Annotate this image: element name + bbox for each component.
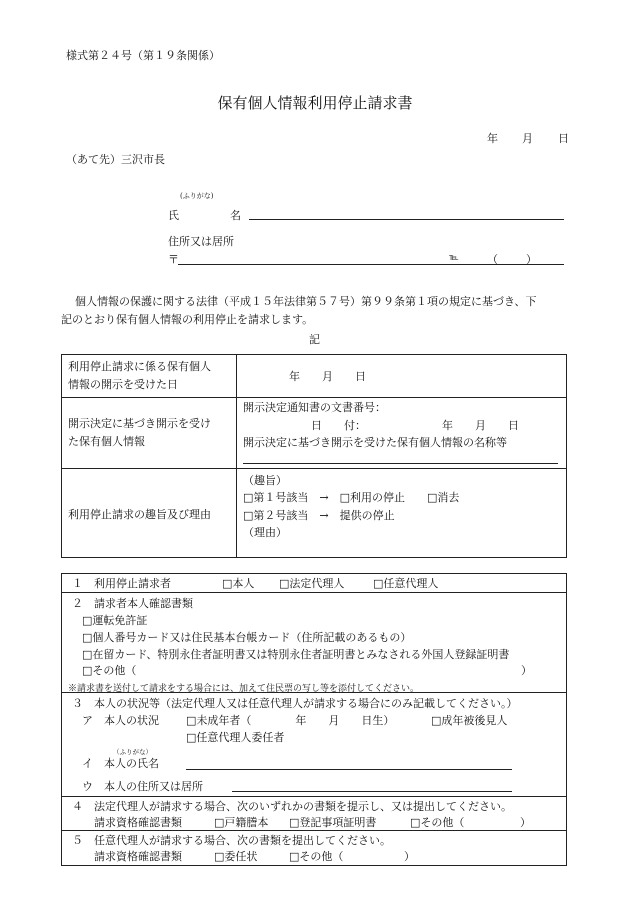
postal-mark: 〒 (168, 253, 179, 266)
s2-note: ※請求書を送付して請求をする場合には、加えて住民票の写し等を添付してください。 (68, 684, 420, 694)
s5-opt-other[interactable]: □その他（ (289, 850, 344, 863)
s4-docs-label: 請求資格確認書類 (94, 816, 182, 829)
s1-label: １ 利用停止請求者 (72, 577, 171, 590)
s5-opt-power-of-attorney[interactable]: □委任状 (214, 850, 258, 863)
s2-title: ２ 請求者本人確認書類 (72, 597, 193, 610)
s2-item-other-close: ） (521, 664, 532, 677)
body-text-2: 記のとおり保有個人情報の利用停止を請求します。 (61, 313, 314, 326)
s1-opt-legal[interactable]: □法定代理人 (279, 577, 345, 590)
s2-item-residence[interactable]: □在留カード、特別永住者証明書又は特別永住者証明書とみなされる外国人登録証明書 (82, 648, 510, 661)
s4-opt-registry[interactable]: □登記事項証明書 (289, 816, 377, 829)
s3-u-label: ウ 本人の住所又は居所 (82, 780, 203, 793)
s5-opt-other-close: ） (404, 850, 415, 863)
name-label-1: 氏 (168, 209, 179, 222)
s3-name-field[interactable] (186, 769, 512, 770)
s3-a-guardian[interactable]: □成年被後見人 (431, 714, 508, 727)
row3-option2[interactable]: □第２号該当 → 提供の停止 (243, 509, 395, 522)
s4-opt-koseki[interactable]: □戸籍謄本 (214, 816, 269, 829)
name-field[interactable] (249, 219, 564, 220)
s5-docs-label: 請求資格確認書類 (94, 850, 182, 863)
address-label: 住所又は居所 (168, 235, 234, 248)
body-text-1: 個人情報の保護に関する法律（平成１５年法律第５７号）第９９条第１項の規定に基づき、下 (75, 295, 537, 308)
row2-label-1: 開示決定に基づき開示を受け (68, 417, 211, 430)
s4-title: ４ 法定代理人が請求する場合、次のいずれかの書類を提示し、又は提出してください。 (72, 800, 512, 813)
table-divider (236, 354, 237, 558)
row2-doc-number: 開示決定通知書の文書番号： (243, 401, 386, 414)
s3-a-delegator[interactable]: □任意代理人委任者 (186, 731, 285, 744)
s1-opt-self[interactable]: □本人 (222, 577, 255, 590)
date-month-label: 月 (522, 132, 533, 145)
addressee: （あて先）三沢市長 (66, 153, 165, 166)
s3-i-label: イ 本人の氏名 (82, 757, 159, 770)
furigana-label: (ふりがな) (180, 192, 214, 200)
s3-furigana: （ふりがな） (113, 748, 152, 756)
s1-opt-voluntary[interactable]: □任意代理人 (373, 577, 439, 590)
s3-title: ３ 本人の状況等（法定代理人又は任意代理人が請求する場合にのみ記載してください。） (72, 697, 518, 710)
s5-title: ５ 任意代理人が請求する場合、次の書類を提出してください。 (72, 834, 391, 847)
s3-address-field[interactable] (232, 791, 512, 792)
row2-label-2: た保有個人情報 (68, 435, 145, 448)
row2-name-field[interactable] (243, 463, 558, 464)
tel-paren-open: （ (487, 253, 498, 266)
row3-reason: （理由） (243, 526, 287, 539)
row1-label-2: 情報の開示を受けた日 (68, 378, 178, 391)
address-field[interactable] (178, 264, 564, 265)
ki-label: 記 (309, 333, 320, 346)
row1-label-1: 利用停止請求に係る保有個人 (68, 360, 211, 373)
s2-item-license[interactable]: □運転免許証 (82, 614, 148, 627)
row2-date: 年 月 日 (442, 419, 519, 432)
s2-item-mynumber[interactable]: □個人番号カード又は住民基本台帳カード（住所記載のあるもの） (82, 631, 412, 644)
page-title: 保有個人情報利用停止請求書 (217, 94, 413, 112)
s4-opt-other[interactable]: □その他（ (410, 816, 465, 829)
tel-paren-close: ） (526, 253, 537, 266)
row3-purpose: （趣旨） (243, 474, 287, 487)
row2-name-label: 開示決定に基づき開示を受けた保有個人情報の名称等 (243, 436, 507, 449)
row1-date: 年 月 日 (289, 370, 366, 383)
s4-opt-other-close: ） (520, 816, 531, 829)
date-year-label: 年 (487, 132, 498, 145)
s2-item-other[interactable]: □その他（ (82, 664, 137, 677)
tel-mark: ℡ (449, 253, 459, 263)
row3-option1[interactable]: □第１号該当 → □利用の停止 □消去 (243, 491, 460, 504)
form-number: 様式第２４号（第１９条関係） (66, 49, 220, 62)
date-day-label: 日 (558, 132, 569, 145)
s3-a-label: ア 本人の状況 (82, 714, 159, 727)
table-row-divider (61, 468, 567, 469)
row2-date-label: 日 付： (311, 419, 366, 432)
name-label-2: 名 (230, 209, 241, 222)
row3-label: 利用停止請求の趣旨及び理由 (68, 508, 211, 521)
s3-a-minor[interactable]: □未成年者（ 年 月 日生） (186, 714, 395, 727)
